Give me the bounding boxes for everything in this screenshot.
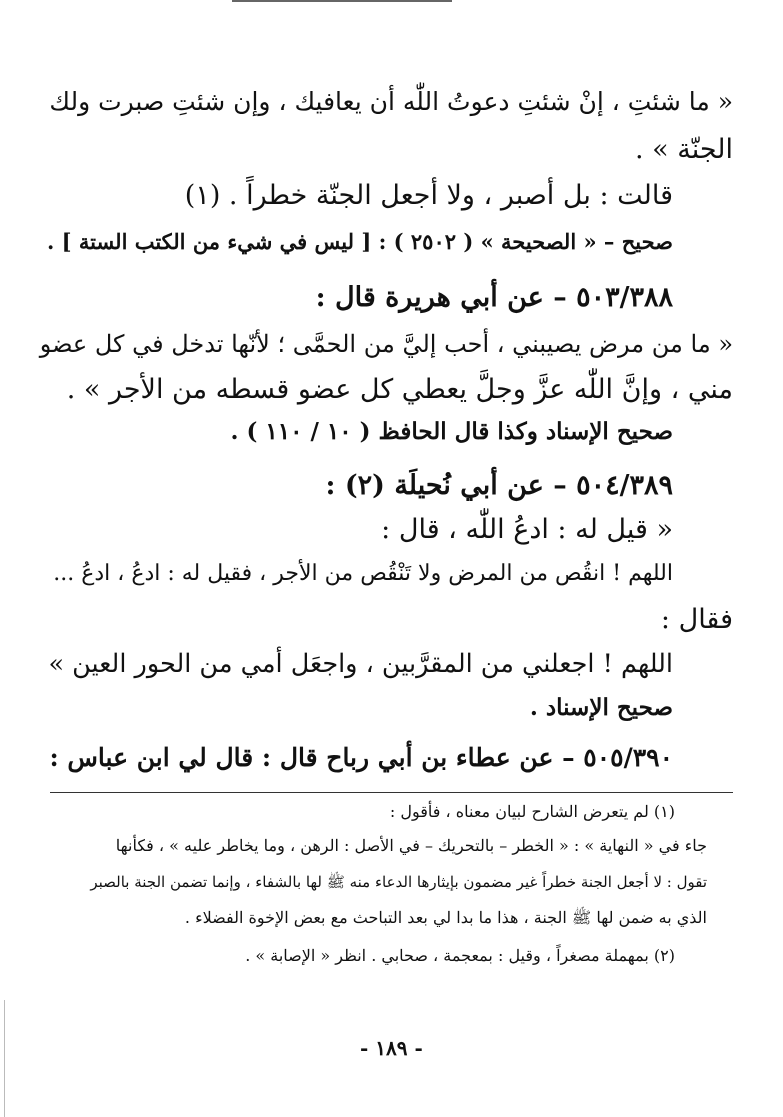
text-line: فقال : (660, 604, 733, 635)
hadith-heading: ٥٠٣/٣٨٨ – عن أبي هريرة قال : (315, 282, 673, 313)
footnote-line: تقول : لا أجعل الجنة خطراً غير مضمون بإيثارها الدعاء منه ﷺ لها بالشفاء ، وإنما تضمن الجنة بالصبر (90, 873, 707, 891)
grading-line: صحيح الإسناد . (529, 694, 673, 721)
footnote-rule (50, 792, 733, 793)
hadith-heading: ٥٠٥/٣٩٠ – عن عطاء بن أبي رباح قال : قال لي ابن عباس : (49, 743, 673, 772)
footnote-line: الذي به ضمن لها ﷺ الجنة ، هذا ما بدا لي بعد التباحث مع بعض الإخوة الفضلاء . (184, 908, 707, 927)
text-line: الجنّة » . (634, 134, 733, 165)
text-line: « ما شئتِ ، إنْ شئتِ دعوتُ اللّٰه أن يعافيك ، وإن شئتِ صبرت ولك (49, 87, 733, 116)
text-line: مني ، وإنَّ اللّٰه عزَّ وجلَّ يعطي كل عضو قسطه من الأجر » . (66, 374, 733, 405)
text-line: قالت : بل أصبر ، ولا أجعل الجنّة خطراً . (١) (184, 180, 673, 211)
footnote-line: (١) لم يتعرض الشارح لبيان معناه ، فأقول : (389, 802, 675, 821)
footnote-line: (٢) بمهملة مصغراً ، وقيل : بمعجمة ، صحابي . انظر « الإصابة » . (245, 946, 675, 965)
grading-line: صحيح الإسناد وكذا قال الحافظ ( ١٠ / ١١٠ ) . (230, 418, 673, 445)
text-line: اللهم ! انقُص من المرض ولا تَنْقُص من الأجر ، فقيل له : ادعُ ، ادعُ ... (53, 561, 673, 586)
hadith-heading: ٥٠٤/٣٨٩ – عن أبي نُحيلَة (٢) : (325, 470, 673, 501)
text-line: « قيل له : ادعُ اللّٰه ، قال : (381, 514, 673, 545)
text-line: اللهم ! اجعلني من المقرَّبين ، واجعَل أمي من الحور العين » (48, 649, 673, 679)
text-line: « ما من مرض يصيبني ، أحب إليَّ من الحمَّى ؛ لأنّها تدخل في كل عضو (39, 330, 733, 358)
footnote-line: جاء في « النهاية » : « الخطر – بالتحريك – في الأصل : الرهن ، وما يخاطر عليه » ، فكأنها (115, 836, 707, 855)
grading-line: صحيح – « الصحيحة » ( ٢٥٠٢ ) : [ ليس في شيء من الكتب الستة ] . (46, 229, 673, 254)
page-number: - ١٨٩ - (360, 1036, 423, 1060)
